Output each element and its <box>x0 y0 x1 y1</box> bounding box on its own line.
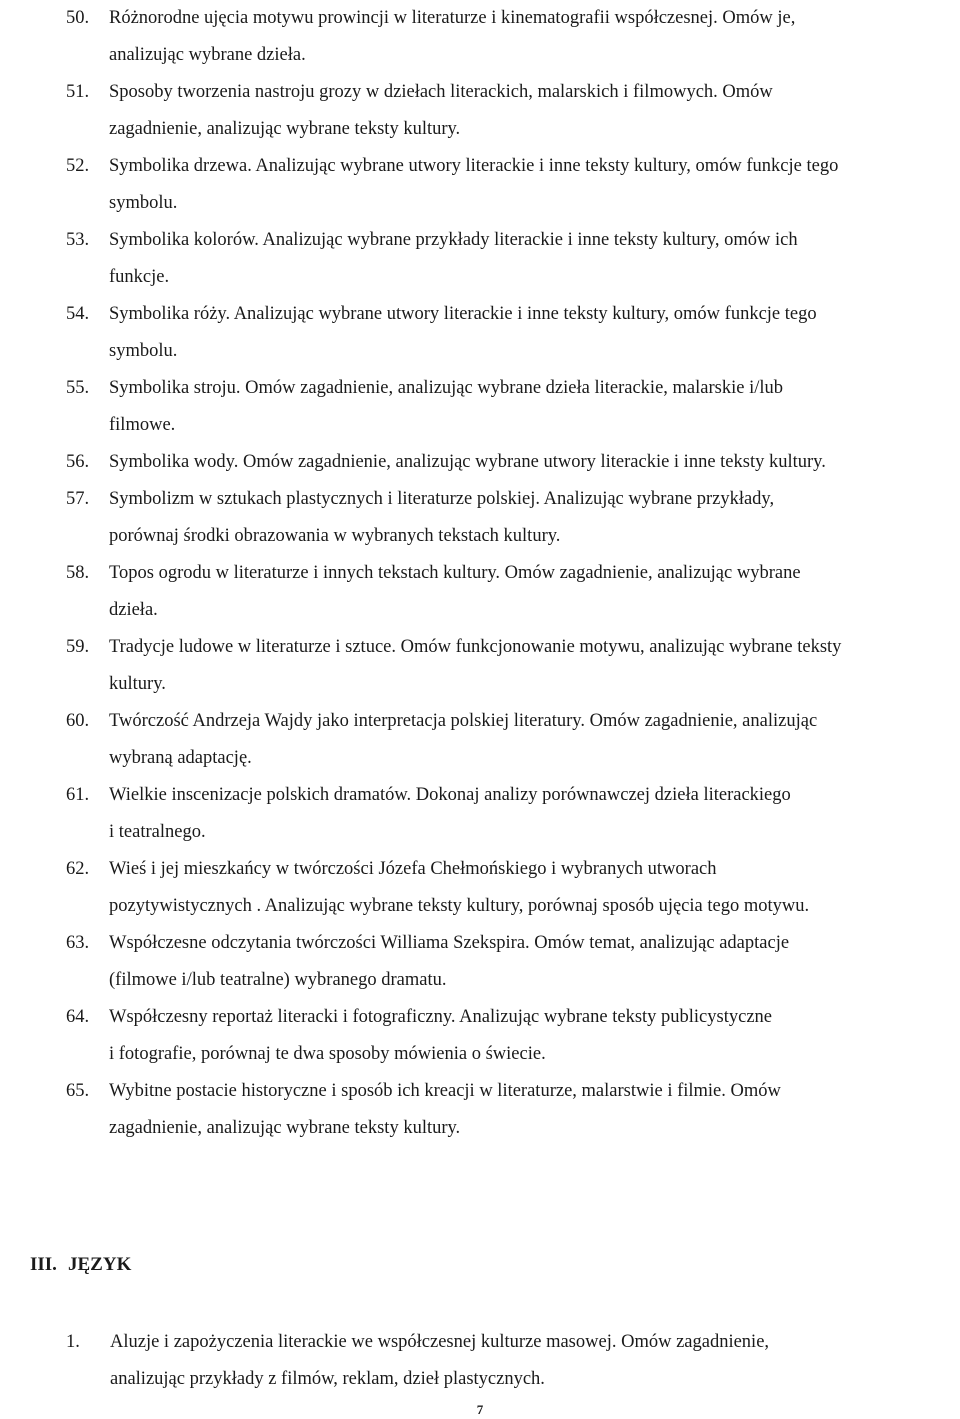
topic-item <box>66 629 958 703</box>
topic-item <box>66 999 958 1073</box>
topic-number: 1. <box>66 1332 80 1352</box>
topic-text <box>109 925 958 999</box>
topic-text-line: analizując przykłady z filmów, reklam, dzieł plastycznych. <box>110 1369 545 1389</box>
topic-text-line: Twórczość Andrzeja Wajdy jako interpretacja polskiej literatury. Omów zagadnienie, analizując <box>109 711 818 731</box>
topic-text-line: i fotografie, porównaj te dwa sposoby mówienia o świecie. <box>109 1044 546 1064</box>
topic-text-line: pozytywistycznych . Analizując wybrane teksty kultury, porównaj sposób ujęcia tego motywu. <box>109 896 810 916</box>
topic-number: 59. <box>66 637 90 657</box>
topic-text-line: analizując wybrane dzieła. <box>109 45 306 65</box>
topic-text-line: Współczesny reportaż literacki i fotograficzny. Analizując wybrane teksty publicystyczne <box>109 1007 772 1027</box>
topic-text-line: Wieś i jej mieszkańcy w twórczości Józefa Chełmońskiego i wybranych utworach <box>109 859 717 879</box>
topic-text-line: Różnorodne ujęcia motywu prowincji w literaturze i kinematografii współczesnej. Omów je, <box>109 8 796 28</box>
topic-item <box>66 481 958 555</box>
topic-text-line: Współczesne odczytania twórczości Williama Szekspira. Omów temat, analizując adaptacje <box>109 933 790 953</box>
topic-item <box>66 777 958 851</box>
topic-text <box>109 74 958 148</box>
topic-number: 55. <box>66 378 90 398</box>
topic-text-line: zagadnienie, analizując wybrane teksty kultury. <box>109 119 461 139</box>
topic-text-line: Aluzje i zapożyczenia literackie we współczesnej kulturze masowej. Omów zagadnienie, <box>110 1332 770 1352</box>
topic-number: 56. <box>66 452 90 472</box>
topic-text <box>109 1073 958 1147</box>
topic-item <box>66 925 958 999</box>
topic-text-line: funkcje. <box>109 267 170 287</box>
topic-item <box>66 0 958 74</box>
topic-text-line: kultury. <box>109 674 166 694</box>
topic-text-line: Symbolika wody. Omów zagadnienie, analizując wybrane utwory literackie i inne teksty kultury. <box>109 452 826 472</box>
topic-text <box>109 222 958 296</box>
topic-text-line: Topos ogrodu w literaturze i innych tekstach kultury. Omów zagadnienie, analizując wybrane <box>109 563 801 583</box>
section-title: JĘZYK <box>68 1254 132 1275</box>
topic-item <box>66 444 958 481</box>
language-topic-list <box>66 1324 958 1398</box>
topic-number: 61. <box>66 785 90 805</box>
topic-item <box>66 1324 958 1398</box>
topic-number: 65. <box>66 1081 90 1101</box>
section-number: III. <box>30 1254 57 1275</box>
topic-text <box>109 444 958 481</box>
topic-number: 52. <box>66 156 90 176</box>
topic-text <box>109 481 958 555</box>
topic-text <box>109 999 958 1073</box>
topic-text-line: symbolu. <box>109 341 178 361</box>
topic-text-line: Symbolika drzewa. Analizując wybrane utwory literackie i inne teksty kultury, omów funkcje tego <box>109 156 839 176</box>
topic-text-line: i teatralnego. <box>109 822 206 842</box>
topic-text-line: wybraną adaptację. <box>109 748 252 768</box>
topic-text <box>109 703 958 777</box>
topic-text <box>109 296 958 370</box>
topic-text <box>110 1324 958 1398</box>
topic-number: 60. <box>66 711 90 731</box>
topic-text-line: Sposoby tworzenia nastroju grozy w dziełach literackich, malarskich i filmowych. Omów <box>109 82 773 102</box>
page-number: 7 <box>476 1402 484 1417</box>
topic-number: 51. <box>66 82 90 102</box>
topic-number: 58. <box>66 563 90 583</box>
topic-text-line: zagadnienie, analizując wybrane teksty kultury. <box>109 1118 461 1138</box>
topic-text <box>109 555 958 629</box>
topic-text <box>109 777 958 851</box>
topic-number: 53. <box>66 230 90 250</box>
topic-text-line: porównaj środki obrazowania w wybranych tekstach kultury. <box>109 526 561 546</box>
topic-text <box>109 851 958 925</box>
topic-text-line: symbolu. <box>109 193 178 213</box>
topic-text-line: dzieła. <box>109 600 158 620</box>
topic-text-line: Symbolika kolorów. Analizując wybrane przykłady literackie i inne teksty kultury, omów ich <box>109 230 798 250</box>
topic-item <box>66 370 958 444</box>
topic-item <box>66 703 958 777</box>
topic-item <box>66 1073 958 1147</box>
topic-text <box>109 148 958 222</box>
section-heading <box>30 1250 131 1280</box>
topic-text-line: Wybitne postacie historyczne i sposób ich kreacji w literaturze, malarstwie i filmie. Omów <box>109 1081 781 1101</box>
topic-text-line: Symbolika róży. Analizując wybrane utwory literackie i inne teksty kultury, omów funkcje tego <box>109 304 817 324</box>
topic-text <box>109 629 958 703</box>
topic-text <box>109 0 958 74</box>
topic-item <box>66 148 958 222</box>
topic-item <box>66 74 958 148</box>
topic-list <box>66 0 958 1147</box>
topic-number: 54. <box>66 304 90 324</box>
topic-text-line: Wielkie inscenizacje polskich dramatów. Dokonaj analizy porównawczej dzieła literackiego <box>109 785 791 805</box>
topic-number: 62. <box>66 859 90 879</box>
topic-text-line: (filmowe i/lub teatralne) wybranego dramatu. <box>109 970 447 990</box>
topic-number: 63. <box>66 933 90 953</box>
topic-text-line: filmowe. <box>109 415 176 435</box>
topic-number: 50. <box>66 8 90 28</box>
topic-item <box>66 851 958 925</box>
topic-number: 57. <box>66 489 90 509</box>
topic-item <box>66 296 958 370</box>
topic-text-line: Symbolika stroju. Omów zagadnienie, analizując wybrane dzieła literackie, malarskie i/lub <box>109 378 783 398</box>
topic-item <box>66 555 958 629</box>
topic-text-line: Symbolizm w sztukach plastycznych i literaturze polskiej. Analizując wybrane przykłady, <box>109 489 775 509</box>
topic-number: 64. <box>66 1007 90 1027</box>
topic-text-line: Tradycje ludowe w literaturze i sztuce. Omów funkcjonowanie motywu, analizując wybrane teksty <box>109 637 842 657</box>
topic-item <box>66 222 958 296</box>
topic-text <box>109 370 958 444</box>
